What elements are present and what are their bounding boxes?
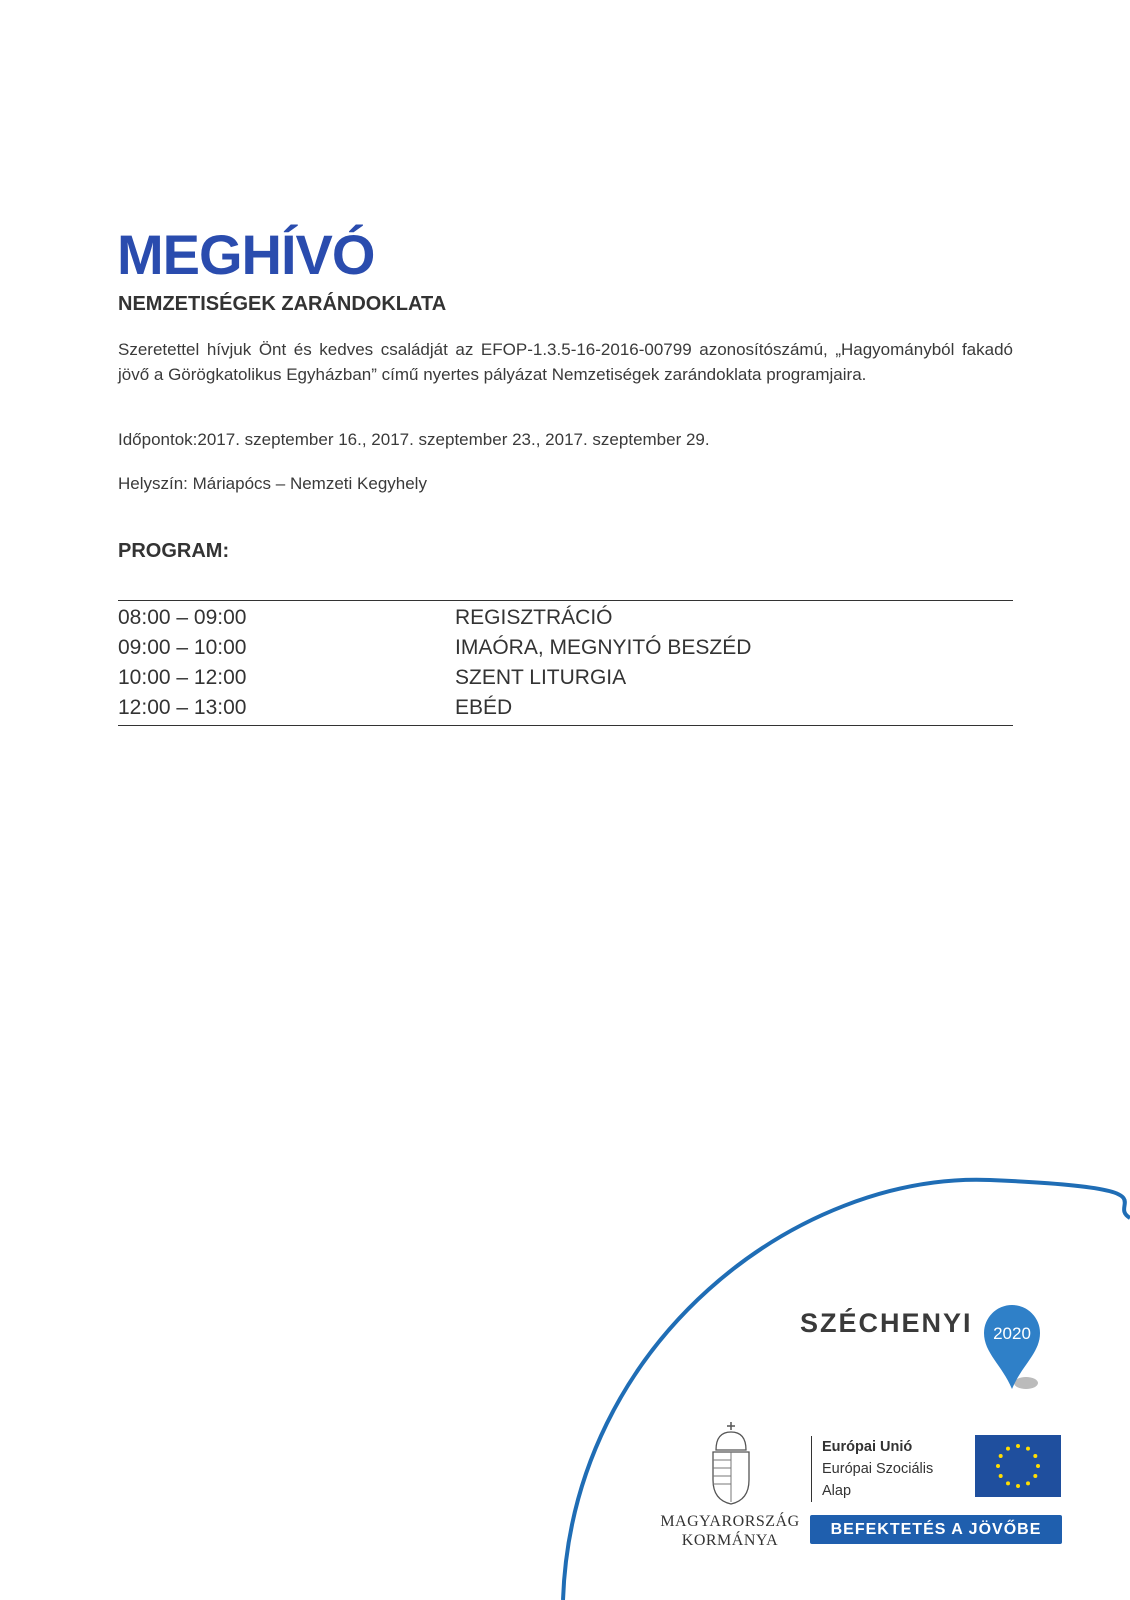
eu-star-icon	[1026, 1481, 1030, 1485]
szechenyi-year: 2020	[993, 1324, 1031, 1343]
program-event: IMAÓRA, MEGNYITÓ BESZÉD	[455, 636, 752, 659]
dates-text: Időpontok:2017. szeptember 16., 2017. szeptember 23., 2017. szeptember 29.	[118, 430, 710, 449]
eu-star-icon	[1033, 1454, 1037, 1458]
program-row	[118, 693, 1013, 723]
program-time: 08:00 – 09:00	[118, 606, 247, 629]
government-logo-text	[660, 1512, 800, 1550]
gov-line2: KORMÁNYA	[681, 1532, 779, 1549]
gov-line1: MAGYARORSZÁG	[660, 1513, 800, 1530]
befektetes-banner: BEFEKTETÉS A JÖVŐBE	[810, 1515, 1062, 1544]
page-title: MEGHÍVÓ	[117, 223, 375, 286]
place-text: Helyszín: Máriapócs – Nemzeti Kegyhely	[118, 474, 427, 493]
program-heading: PROGRAM:	[118, 540, 230, 562]
eu-star-icon	[1036, 1464, 1040, 1468]
program-event: SZENT LITURGIA	[455, 666, 627, 689]
program-time: 10:00 – 12:00	[118, 666, 247, 689]
szechenyi-logo-text: SZÉCHENYI	[800, 1308, 973, 1338]
eu-star-icon	[996, 1464, 1000, 1468]
eu-fund-text	[811, 1436, 933, 1502]
eu-star-icon	[999, 1474, 1003, 1478]
program-row	[118, 603, 1013, 633]
hungarian-coat-of-arms-icon	[708, 1420, 754, 1506]
subtitle: NEMZETISÉGEK ZARÁNDOKLATA	[118, 293, 447, 315]
program-table	[118, 600, 1013, 726]
program-time: 09:00 – 10:00	[118, 636, 247, 659]
eu-line1: Európai Unió	[822, 1439, 913, 1455]
szechenyi-2020-pin-icon	[982, 1303, 1054, 1393]
eu-line2: Európai Szociális	[822, 1461, 934, 1477]
program-event: EBÉD	[455, 696, 513, 719]
eu-star-icon	[999, 1454, 1003, 1458]
eu-star-icon	[1033, 1474, 1037, 1478]
eu-star-icon	[1006, 1481, 1010, 1485]
program-time: 12:00 – 13:00	[118, 696, 247, 719]
eu-star-icon	[1016, 1444, 1020, 1448]
eu-line3: Alap	[822, 1483, 852, 1499]
program-event: REGISZTRÁCIÓ	[455, 606, 613, 629]
eu-star-icon	[1026, 1447, 1030, 1451]
program-row	[118, 633, 1013, 663]
eu-flag-icon	[975, 1435, 1061, 1497]
eu-star-icon	[1006, 1447, 1010, 1451]
program-row	[118, 663, 1013, 693]
intro-paragraph: Szeretettel hívjuk Önt és kedves családját az EFOP-1.3.5-16-2016-00799 azonosítószámú, „Hagyományból fakadó jövő a Görögkatolikus Egyházban” című nyertes pályázat Nemzetiségek zarándoklata programjaira.	[118, 340, 1013, 384]
eu-star-icon	[1016, 1484, 1020, 1488]
